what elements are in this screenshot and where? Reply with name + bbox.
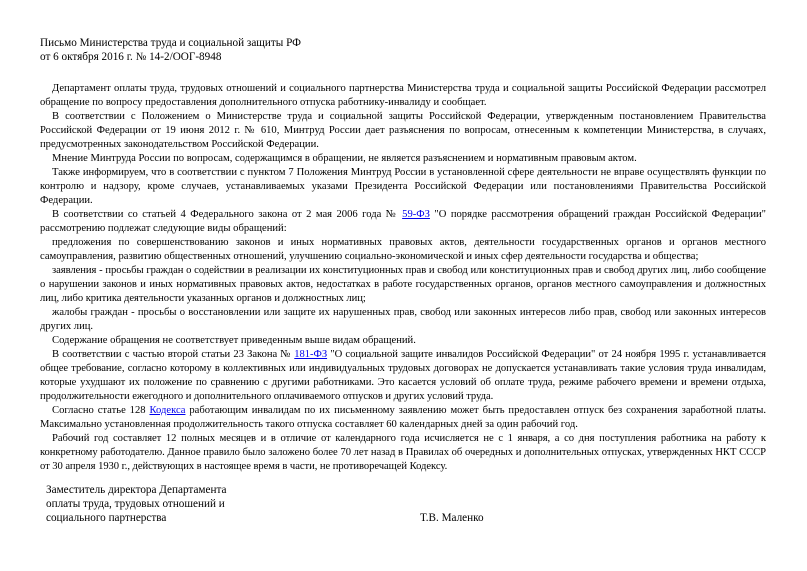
signatory-position (46, 483, 226, 525)
paragraph-proposals: предложения по совершенствованию законов и иных нормативных правовых актов, деятельности государственных органов и органов местного самоуправления, развитию общественных отношений, улучшению социально-экономической и иных сфер деятельности государства и общества; (40, 237, 766, 262)
paragraph-opinion: Мнение Минтруда России по вопросам, содержащимся в обращении, не является разъяснением и нормативным правовым актом. (52, 153, 637, 164)
paragraph-unpaid-leave-text-after: работающим инвалидам по их письменному заявлению может быть предоставлен отпуск без сохранения заработной платы. Максимально установленная продолжительность такого отпуска составляет 60 календарных дней за один рабочий год. (40, 405, 767, 430)
law-181fz-link[interactable]: 181-ФЗ (294, 349, 328, 360)
law-59fz-link[interactable]: 59-ФЗ (402, 209, 430, 220)
paragraph-disability-law (40, 348, 766, 404)
paragraph-appeal-types-text-after: "О порядке рассмотрения обращений граждан Российской Федерации" рассмотрению подлежат следующие виды обращений: (40, 209, 766, 234)
signatory-position-line: Заместитель директора Департамента (46, 484, 227, 496)
labor-code-link[interactable]: Кодекса (149, 405, 186, 416)
paragraph-content-mismatch: Содержание обращения не соответствует приведенным выше видам обращений. (52, 335, 416, 346)
paragraph-complaints: жалобы граждан - просьбы о восстановлении или защите их нарушенных прав, свобод или законных интересов либо прав, свобод или законных интересов других лиц. (40, 307, 766, 332)
signatory-position-line: социального партнерства (46, 512, 167, 524)
document-date-number: от 6 октября 2016 г. № 14-2/ООГ-8948 (40, 51, 222, 63)
paragraph-working-year: Рабочий год составляет 12 полных месяцев и в отличие от календарного года исчисляется не с 1 января, а со дня поступления работника на работу к конкретному работодателю. Данное правило было заложено более 70 лет назад в Правилах об очередных и дополнительных отпусках, утвержденных НКТ СССР от 30 апреля 1930 г., действующих в настоящее время в части, не противоречащей Кодексу. (40, 433, 766, 472)
signature-block (46, 483, 746, 527)
paragraph-appeal-types (40, 208, 766, 236)
paragraph-disability-law-text-before: В соответствии с частью второй статьи 23 Закона № (52, 349, 295, 360)
document-header (40, 36, 766, 64)
paragraph-control-functions: Также информируем, что в соответствии с пунктом 7 Положения Минтруд России в установленной сфере деятельности не вправе осуществлять функции по контролю и надзору, кроме случаев, устанавливаемых указами Президента Российской Федерации или постановлениями Правительства Российской Федерации. (40, 167, 766, 206)
paragraph-intro: Департамент оплаты труда, трудовых отношений и социального партнерства Министерства труда и социальной защиты Российской Федерации рассмотрел обращение по вопросу предоставления дополнительного отпуска работнику-инвалиду и сообщает. (40, 83, 766, 108)
paragraph-unpaid-leave-text-before: Согласно статье 128 (52, 405, 150, 416)
signatory-position-line: оплаты труда, трудовых отношений и (46, 498, 225, 510)
paragraph-appeal-types-text-before: В соответствии со статьей 4 Федерального закона от 2 мая 2006 года № (52, 209, 403, 220)
document-title: Письмо Министерства труда и социальной защиты РФ (40, 37, 301, 49)
paragraph-unpaid-leave (40, 404, 766, 432)
paragraph-regulation: В соответствии с Положением о Министерстве труда и социальной защиты Российской Федерации, утвержденным постановлением Правительства Российской Федерации от 19 июня 2012 г. № 610, Минтруд России дает разъяснения по вопросам, отнесенным к компетенции Министерства, в случаях, предусмотренных законодательством Российской Федерации. (40, 111, 766, 150)
signatory-name: Т.В. Маленко (420, 512, 484, 524)
paragraph-statements: заявления - просьбы граждан о содействии в реализации их конституционных прав и свобод или конституционных прав и свобод других лиц, либо сообщение о нарушении законов и иных нормативных правовых актов, недостатках в работе государственных органов, органов местного самоуправления и должностных лиц, либо критика деятельности указанных органов и должностных лиц; (40, 265, 766, 304)
document-page (40, 36, 766, 474)
paragraph-disability-law-text-after: "О социальной защите инвалидов Российской Федерации" от 24 ноября 1995 г. устанавливается общее требование, согласно которому в коллективных или индивидуальных трудовых договорах не допускается устанавливать такие условия труда инвалидам, которые ухудшают их положение по сравнению с другими работниками. Это касается условий об оплате труда, режиме рабочего времени и времени отдыха, продолжительности ежегодного и дополнительного оплачиваемого отпусков и других условий труда. (40, 349, 766, 402)
document-body (40, 82, 766, 474)
